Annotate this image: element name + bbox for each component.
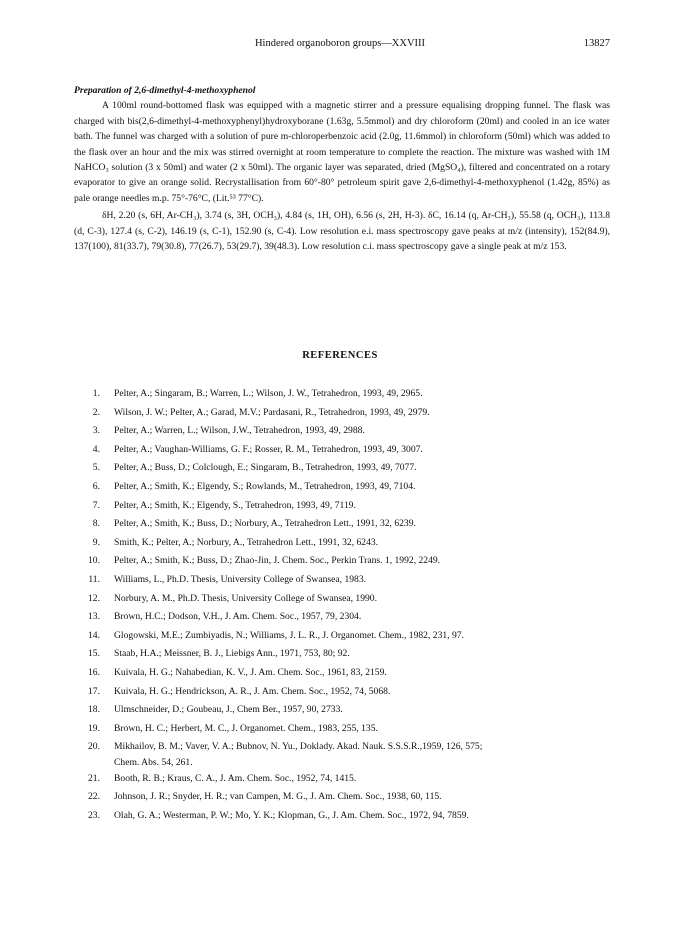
reference-citation: Olah, G. A.; Westerman, P. W.; Mo, Y. K.; Klopman, G., J. Am. Chem. Soc., 1972, 94, 7859.: [114, 810, 469, 822]
reference-text: [114, 571, 614, 590]
reference-citation: Pelter, A.; Singaram, B.; Warren, L.; Wilson, J. W., Tetrahedron, 1993, 49, 2965.: [114, 388, 423, 399]
reference-number: 23.: [88, 810, 100, 822]
reference-text: [114, 807, 614, 826]
reference-item: [74, 664, 614, 683]
reference-number: 19.: [88, 722, 100, 734]
reference-text: [114, 645, 614, 664]
reference-citation: Pelter, A.; Buss, D.; Colclough, E.; Singaram, B., Tetrahedron, 1993, 49, 7077.: [114, 462, 417, 474]
reference-item: [74, 645, 614, 664]
reference-item: [74, 404, 614, 423]
reference-item: [74, 459, 614, 478]
reference-item: [74, 720, 614, 739]
reference-number: 17.: [88, 685, 100, 697]
reference-item: [74, 534, 614, 553]
reference-item: [74, 627, 614, 646]
reference-citation: Pelter, A.; Vaughan-Williams, G. F.; Rosser, R. M., Tetrahedron, 1993, 49, 3007.: [114, 443, 423, 455]
reference-number: 18.: [88, 704, 100, 716]
reference-number: 11.: [88, 573, 100, 585]
reference-text: [114, 459, 614, 478]
reference-item: [74, 683, 614, 702]
reference-citation: Staab, H.A.; Meissner, B. J., Liebigs Ann., 1971, 753, 80; 92.: [114, 648, 350, 660]
reference-text: [114, 738, 614, 770]
reference-item: [74, 738, 614, 770]
reference-citation: Glogowski, M.E.; Zumbiyadis, N.; Williams, J. L. R., J. Organomet. Chem., 1982, 231, 97.: [114, 629, 464, 641]
reference-item: [74, 590, 614, 609]
reference-number: 3.: [92, 425, 100, 437]
reference-text: [114, 478, 614, 497]
reference-text: [114, 608, 614, 627]
reference-number: 22.: [88, 791, 100, 803]
reference-text: [114, 441, 614, 460]
reference-text: [114, 627, 614, 646]
reference-text: [114, 788, 614, 807]
reference-number: 7.: [92, 499, 100, 511]
reference-item: [74, 497, 614, 516]
reference-citation: Brown, H. C.; Herbert, M. C., J. Organomet. Chem., 1983, 255, 135.: [114, 722, 378, 734]
reference-text: [114, 404, 614, 423]
reference-number: 15.: [88, 648, 100, 660]
reference-item: [74, 788, 614, 807]
reference-number: 21.: [88, 772, 100, 784]
reference-text: [114, 422, 614, 441]
reference-citation: Pelter, A.; Smith, K.; Elgendy, S., Tetrahedron, 1993, 49, 7119.: [114, 499, 356, 511]
reference-number: 1.: [92, 388, 100, 399]
reference-text: [114, 497, 614, 516]
reference-item: [74, 807, 614, 826]
reference-number: 14.: [88, 629, 100, 641]
reference-number: 6.: [92, 480, 100, 492]
reference-text: [114, 701, 614, 720]
reference-number: 10.: [88, 555, 100, 567]
reference-item: [74, 571, 614, 590]
reference-citation: Norbury, A. M., Ph.D. Thesis, University College of Swansea, 1990.: [114, 592, 378, 604]
reference-citation: Pelter, A.; Smith, K.; Elgendy, S.; Rowlands, M., Tetrahedron, 1993, 49, 7104.: [114, 480, 416, 492]
reference-text: [114, 534, 614, 553]
reference-citation: Kuivala, H. G.; Hendrickson, A. R., J. Am. Chem. Soc., 1952, 74, 5068.: [114, 685, 391, 697]
section-title: Preparation of 2,6-dimethyl-4-methoxyphenol: [74, 85, 256, 96]
reference-citation: Brown, H.C.; Dodson, V.H., J. Am. Chem. Soc., 1957, 79, 2304.: [114, 611, 362, 623]
reference-citation: Wilson, J. W.; Pelter, A.; Garad, M.V.; Pardasani, R., Tetrahedron, 1993, 49, 2979.: [114, 406, 430, 418]
reference-text: [114, 720, 614, 739]
reference-text: [114, 664, 614, 683]
reference-item: [74, 478, 614, 497]
reference-number: 9.: [92, 536, 100, 548]
reference-citation: Johnson, J. R.; Snyder, H. R.; van Campen, M. G., J. Am. Chem. Soc., 1938, 60, 115.: [114, 791, 442, 803]
reference-text: [114, 385, 614, 404]
reference-number: 13.: [88, 611, 100, 623]
reference-item: [74, 608, 614, 627]
reference-number: 8.: [92, 518, 100, 530]
reference-number: 5.: [92, 462, 100, 474]
reference-citation: Pelter, A.; Smith, K.; Buss, D.; Zhao-Jin, J. Chem. Soc., Perkin Trans. 1, 1992, 2249.: [114, 555, 441, 567]
reference-item: [74, 701, 614, 720]
reference-item: [74, 552, 614, 571]
page-number: 13827: [583, 38, 610, 49]
reference-list: [74, 385, 614, 826]
reference-citation: Ulmschneider, D.; Goubeau, J., Chem Ber., 1957, 90, 2733.: [114, 704, 343, 716]
reference-text: [114, 770, 614, 789]
reference-citation: Booth, R. B.; Kraus, C. A., J. Am. Chem. Soc., 1952, 74, 1415.: [114, 772, 357, 784]
nmr-data-paragraph: δH, 2.20 (s, 6H, Ar-CH₃), 3.74 (s, 3H, OCH₃), 4.84 (s, 1H, OH), 6.56 (s, 2H, H-3). δC, 16.14 (q, Ar-CH₃), 55.58 (q, OCH₃), 113.8 (d, C-3), 127.4 (s, C-2), 146.19 (s, C-1), 152.90 (s, C-4). Low resolution e.i. mass spectroscopy gave peaks at m/z (intensity), 152(84.9), 137(100), 81(33.7), 79(30.8), 77(26.7), 53(29.7), 39(48.3). Low resolution c.i. mass spectroscopy gave a single peak at m/z 153.: [74, 210, 610, 253]
reference-citation: Pelter, A.; Smith, K.; Buss, D.; Norbury, A., Tetrahedron Lett., 1991, 32, 6239.: [114, 518, 416, 530]
running-header: [0, 38, 680, 52]
reference-number: 4.: [92, 443, 100, 455]
reference-item: [74, 515, 614, 534]
reference-item: [74, 422, 614, 441]
reference-text: [114, 552, 614, 571]
reference-number: 12.: [88, 592, 100, 604]
reference-continuation: Chem. Abs. 54, 261.: [114, 756, 193, 768]
reference-citation: Kuivala, H. G.; Nahabedian, K. V., J. Am. Chem. Soc., 1961, 83, 2159.: [114, 666, 387, 678]
reference-number: 2.: [92, 406, 100, 418]
reference-text: [114, 515, 614, 534]
reference-text: [114, 683, 614, 702]
running-title: Hindered organoboron groups—XXVIII: [254, 38, 426, 49]
reference-citation: Williams, L., Ph.D. Thesis, University College of Swansea, 1983.: [114, 573, 367, 585]
procedure-paragraph: A 100ml round-bottomed flask was equipped with a magnetic stirrer and a pressure equalising dropping funnel. The flask was charged with bis(2,6-dimethyl-4-methoxyphenyl)hydroxyborane (1.63g, 5.5mmol) and dry chloroform (20ml) and cooled in an ice water bath. The funnel was charged with a solution of pure m-chloroperbenzoic acid (2.0g, 11.6mmol) in chloroform (50ml) which was added to the flask over an hour and the mix was stirred overnight at room temperature to complete the reaction. The mixture was washed with 1M NaHCO₃ solution (3 x 50ml) and water (2 x 50ml). The organic layer was separated, dried (MgSO₄), filtered and concentrated on a rotary evaporator to give an orange solid. Recrystallisation from 60°-80° petroleum spirit gave 2,6-dimethyl-4-methoxyphenol (1.42g, 85%) as pale orange needles m.p. 75°-76°C, (Lit.⁵³ 77°C).: [74, 100, 610, 204]
reference-number: 16.: [88, 666, 100, 678]
reference-citation: Mikhailov, B. M.; Vaver, V. A.; Bubnov, N. Yu., Doklady. Akad. Nauk. S.S.S.R.,1959, 126, 575;: [114, 741, 483, 753]
reference-item: [74, 770, 614, 789]
reference-citation: Pelter, A.; Warren, L.; Wilson, J.W., Tetrahedron, 1993, 49, 2988.: [114, 425, 365, 437]
reference-item: [74, 441, 614, 460]
reference-number: 20.: [88, 741, 100, 753]
reference-text: [114, 590, 614, 609]
reference-item: [74, 385, 614, 404]
experimental-section: [74, 83, 610, 254]
references-heading: REFERENCES: [302, 350, 378, 361]
reference-citation: Smith, K.; Pelter, A.; Norbury, A., Tetrahedron Lett., 1991, 32, 6243.: [114, 536, 379, 548]
